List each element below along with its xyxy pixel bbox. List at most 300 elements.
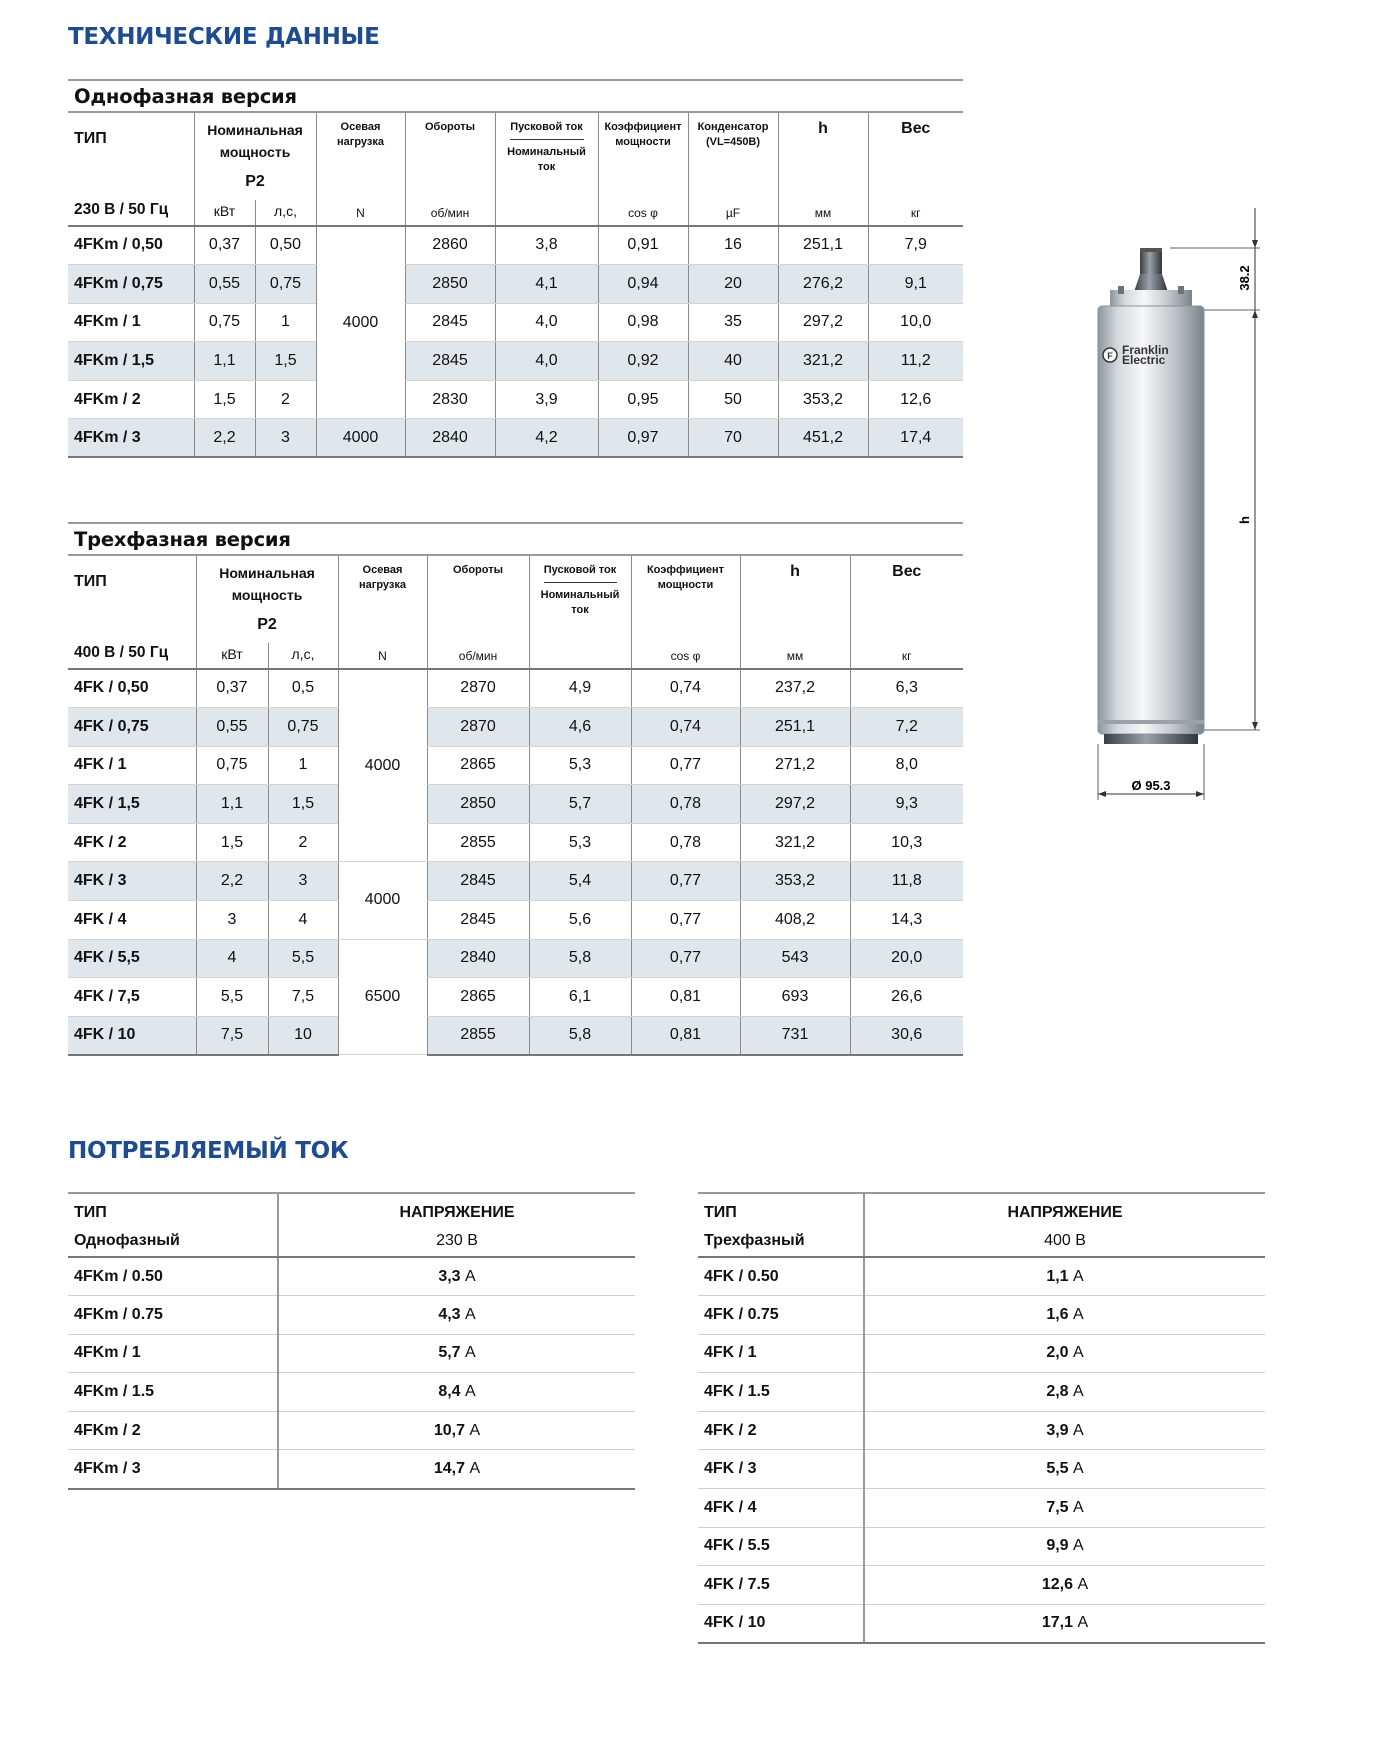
unit-blank: [529, 643, 631, 669]
cell-type: 4FKm / 0.75: [68, 1296, 278, 1335]
cell-type: 4FKm / 1,5: [68, 342, 194, 381]
cell-current: [864, 1334, 1265, 1373]
cell-cos: 0,77: [631, 900, 740, 939]
col-start-top: Пусковой ток: [510, 120, 584, 140]
current-value: 14,7: [433, 1460, 465, 1478]
cell-cos: 0,94: [598, 265, 688, 304]
cell-weight: 10,3: [850, 823, 963, 862]
col-type: ТИП: [68, 555, 196, 643]
cell-rpm: 2865: [427, 978, 529, 1017]
table-row: [68, 708, 963, 747]
col-axial: Осевая нагрузка: [338, 555, 427, 643]
cell-capacitor: 35: [688, 303, 778, 342]
cell-h: 321,2: [778, 342, 868, 381]
three-phase-caption: Трехфазная версия: [74, 528, 291, 551]
cell-rpm: 2845: [427, 900, 529, 939]
current-unit: А: [1073, 1305, 1084, 1323]
cell-start-ratio: 6,1: [529, 978, 631, 1017]
cell-capacitor: 20: [688, 265, 778, 304]
table-row: [68, 1450, 635, 1489]
cell-weight: 14,3: [850, 900, 963, 939]
table-row: [68, 1016, 963, 1055]
cell-rpm: 2870: [427, 708, 529, 747]
current-unit: А: [1077, 1576, 1089, 1594]
table-row: [68, 746, 963, 785]
cell-current: [864, 1489, 1265, 1528]
unit-blank: [495, 200, 598, 226]
col-cos: Коэффициент мощности: [631, 555, 740, 643]
cell-kw: 2,2: [194, 419, 255, 458]
cell-type: 4FKm / 1: [68, 303, 194, 342]
table-row: [698, 1604, 1265, 1643]
cell-h: 353,2: [740, 862, 850, 901]
cell-rpm: 2830: [405, 380, 495, 419]
unit-mm: мм: [740, 643, 850, 669]
cell-kw: 1,5: [196, 823, 268, 862]
col-type: ТИП: [68, 112, 194, 200]
cell-kw: 0,75: [194, 303, 255, 342]
cell-current: [278, 1373, 635, 1412]
unit-n: N: [338, 643, 427, 669]
current-value: 5,7: [438, 1344, 461, 1362]
table-row: [68, 303, 963, 342]
cell-start-ratio: 5,3: [529, 746, 631, 785]
cell-kw: 0,37: [194, 226, 255, 265]
cell-type: 4FK / 10: [698, 1604, 864, 1643]
table-row: [698, 1296, 1265, 1335]
motor-base: [1104, 734, 1198, 744]
unit-kg: кг: [868, 200, 963, 226]
cell-cos: 0,97: [598, 419, 688, 458]
cell-rpm: 2845: [427, 862, 529, 901]
cell-h: 276,2: [778, 265, 868, 304]
col-start-ratio: [529, 555, 631, 643]
current-value: 7,5: [1046, 1498, 1069, 1516]
current-value: 12,6: [1041, 1576, 1073, 1594]
current-value: 3,9: [1046, 1421, 1069, 1439]
cell-hp: 7,5: [268, 978, 338, 1017]
cell-start-ratio: 5,6: [529, 900, 631, 939]
table-row: [68, 669, 963, 708]
table-row: [68, 419, 963, 458]
arrow-d-right: [1196, 791, 1204, 797]
cell-type: 4FKm / 2: [68, 380, 194, 419]
cell-cos: 0,98: [598, 303, 688, 342]
cell-h: 408,2: [740, 900, 850, 939]
cell-h: 251,1: [740, 708, 850, 747]
cell-kw: 7,5: [196, 1016, 268, 1055]
unit-uf: µF: [688, 200, 778, 226]
cell-kw: 1,1: [194, 342, 255, 381]
cell-start-ratio: 5,8: [529, 939, 631, 978]
cell-weight: 12,6: [868, 380, 963, 419]
col-power-label: Номинальная мощность: [207, 122, 303, 160]
table-row: [68, 900, 963, 939]
current-single-phase: [68, 1192, 635, 1490]
col-power: [194, 112, 316, 200]
cell-kw: 0,37: [196, 669, 268, 708]
table-row: [698, 1411, 1265, 1450]
current-unit: А: [469, 1460, 481, 1478]
col-h: h: [740, 555, 850, 643]
cell-cos: 0,78: [631, 823, 740, 862]
cell-h: 353,2: [778, 380, 868, 419]
cell-cos: 0,77: [631, 939, 740, 978]
brand-logo-letter: F: [1107, 351, 1113, 361]
cur-volt: 400 В: [864, 1225, 1265, 1257]
current-value: 8,4: [438, 1383, 461, 1401]
table-row: [68, 226, 963, 265]
cell-type: 4FK / 1,5: [68, 785, 196, 824]
col-capacitor: Конденсатор (VL=450В): [688, 112, 778, 200]
cell-kw: 0,55: [196, 708, 268, 747]
cur-col-volt: НАПРЯЖЕНИЕ: [1007, 1204, 1123, 1221]
cell-type: 4FKm / 0.50: [68, 1257, 278, 1296]
table-row: [68, 785, 963, 824]
cur-col-volt: НАПРЯЖЕНИЕ: [399, 1204, 515, 1221]
cell-current: [864, 1411, 1265, 1450]
cell-rpm: 2860: [405, 226, 495, 265]
cell-h: 297,2: [740, 785, 850, 824]
cell-hp: 2: [268, 823, 338, 862]
cell-h: 297,2: [778, 303, 868, 342]
cell-start-ratio: 4,2: [495, 419, 598, 458]
table-row: [68, 342, 963, 381]
cell-type: 4FKm / 3: [68, 1450, 278, 1489]
cell-type: 4FK / 5.5: [698, 1527, 864, 1566]
cell-axial: 4000: [338, 862, 427, 939]
cell-type: 4FKm / 1: [68, 1334, 278, 1373]
unit-kw: кВт: [196, 643, 268, 669]
cell-rpm: 2865: [427, 746, 529, 785]
cell-cos: 0,77: [631, 862, 740, 901]
arrow-1: [1252, 240, 1258, 248]
cell-start-ratio: 4,6: [529, 708, 631, 747]
current-single-table: [68, 1192, 635, 1490]
cell-weight: 10,0: [868, 303, 963, 342]
unit-kw: кВт: [194, 200, 255, 226]
current-value: 2,0: [1046, 1344, 1069, 1362]
cell-start-ratio: 4,1: [495, 265, 598, 304]
table-row: [68, 380, 963, 419]
cell-rpm: 2840: [427, 939, 529, 978]
arrow-3: [1252, 722, 1258, 730]
unit-n: N: [316, 200, 405, 226]
table-row: [698, 1566, 1265, 1605]
three-phase-table: [68, 554, 963, 1056]
table-row: [698, 1373, 1265, 1412]
cell-weight: 20,0: [850, 939, 963, 978]
cell-current: [864, 1450, 1265, 1489]
col-start-ratio: [495, 112, 598, 200]
cur-col-type: ТИП: [68, 1193, 278, 1225]
unit-type: 230 В / 50 Гц: [68, 200, 194, 226]
cell-cos: 0,91: [598, 226, 688, 265]
table-row: [68, 939, 963, 978]
cell-type: 4FK / 0,75: [68, 708, 196, 747]
cell-weight: 7,2: [850, 708, 963, 747]
motor-drawing: [1070, 200, 1270, 810]
col-h: h: [778, 112, 868, 200]
cell-type: 4FK / 3: [698, 1450, 864, 1489]
table-row: [68, 1373, 635, 1412]
cell-start-ratio: 4,9: [529, 669, 631, 708]
cell-rpm: 2870: [427, 669, 529, 708]
cell-kw: 2,2: [196, 862, 268, 901]
current-unit: А: [469, 1421, 481, 1439]
cell-type: 4FK / 0.50: [698, 1257, 864, 1296]
current-value: 10,7: [433, 1421, 465, 1439]
col-p2: P2: [257, 616, 277, 634]
col-start-bot: Номинальный ток: [507, 145, 586, 173]
dim-d-label: Ø 95.3: [1131, 778, 1171, 793]
cur-col-type: ТИП: [698, 1193, 864, 1225]
current-unit: А: [465, 1305, 476, 1323]
current-unit: А: [1073, 1421, 1084, 1439]
cell-type: 4FK / 0,50: [68, 669, 196, 708]
cell-start-ratio: 3,9: [495, 380, 598, 419]
cell-hp: 1: [255, 303, 316, 342]
cell-type: 4FK / 10: [68, 1016, 196, 1055]
col-axial: Осевая нагрузка: [316, 112, 405, 200]
table-row: [698, 1257, 1265, 1296]
current-unit: А: [1073, 1383, 1084, 1401]
cell-h: 693: [740, 978, 850, 1017]
cell-current: [278, 1450, 635, 1489]
cell-hp: 1,5: [268, 785, 338, 824]
cell-cos: 0,74: [631, 669, 740, 708]
cell-cos: 0,77: [631, 746, 740, 785]
current-value: 9,9: [1046, 1537, 1069, 1555]
cell-start-ratio: 5,3: [529, 823, 631, 862]
motor-neck: [1134, 274, 1168, 292]
single-phase-table: [68, 111, 963, 458]
cell-cos: 0,74: [631, 708, 740, 747]
cell-hp: 10: [268, 1016, 338, 1055]
cell-h: 251,1: [778, 226, 868, 265]
shaft-top: [1140, 248, 1162, 252]
cell-capacitor: 16: [688, 226, 778, 265]
cell-hp: 0,50: [255, 226, 316, 265]
cell-rpm: 2850: [405, 265, 495, 304]
table-row: [698, 1489, 1265, 1528]
current-value: 1,6: [1046, 1305, 1069, 1323]
current-unit: А: [1077, 1614, 1089, 1632]
cell-type: 4FKm / 0,50: [68, 226, 194, 265]
table-row: [68, 1334, 635, 1373]
unit-rpm: об/мин: [405, 200, 495, 226]
cell-type: 4FKm / 0,75: [68, 265, 194, 304]
col-weight: Вес: [850, 555, 963, 643]
table-row: [698, 1527, 1265, 1566]
stud-left: [1118, 286, 1124, 294]
cell-type: 4FK / 0.75: [698, 1296, 864, 1335]
table-row: [68, 862, 963, 901]
current-value: 4,3: [438, 1305, 461, 1323]
current-unit: А: [1073, 1498, 1084, 1516]
cell-cos: 0,78: [631, 785, 740, 824]
body-seam: [1098, 720, 1204, 724]
motor-body: [1098, 306, 1204, 734]
cell-rpm: 2855: [427, 1016, 529, 1055]
cell-weight: 17,4: [868, 419, 963, 458]
cell-weight: 11,8: [850, 862, 963, 901]
col-start-top: Пусковой ток: [544, 563, 617, 583]
current-unit: А: [1073, 1267, 1084, 1285]
cell-type: 4FK / 1: [68, 746, 196, 785]
cell-weight: 7,9: [868, 226, 963, 265]
cell-type: 4FK / 5,5: [68, 939, 196, 978]
cell-start-ratio: 4,0: [495, 303, 598, 342]
cell-type: 4FK / 3: [68, 862, 196, 901]
cell-current: [278, 1296, 635, 1335]
cell-weight: 11,2: [868, 342, 963, 381]
cell-cos: 0,92: [598, 342, 688, 381]
cell-hp: 3: [268, 862, 338, 901]
cell-type: 4FKm / 3: [68, 419, 194, 458]
cell-weight: 8,0: [850, 746, 963, 785]
cell-h: 237,2: [740, 669, 850, 708]
cell-cos: 0,81: [631, 978, 740, 1017]
cur-volt: 230 В: [278, 1225, 635, 1257]
current-value: 1,1: [1046, 1267, 1069, 1285]
unit-mm: мм: [778, 200, 868, 226]
unit-hp: л,с,: [268, 643, 338, 669]
cell-capacitor: 70: [688, 419, 778, 458]
cell-hp: 0,5: [268, 669, 338, 708]
cur-phase: Однофазный: [68, 1225, 278, 1257]
cell-cos: 0,95: [598, 380, 688, 419]
col-cos: Коэффициент мощности: [598, 112, 688, 200]
stud-right: [1178, 286, 1184, 294]
cell-type: 4FK / 7.5: [698, 1566, 864, 1605]
page-title: ТЕХНИЧЕСКИЕ ДАННЫЕ: [68, 24, 380, 50]
cell-current: [864, 1527, 1265, 1566]
unit-kg: кг: [850, 643, 963, 669]
cell-rpm: 2840: [405, 419, 495, 458]
cell-kw: 4: [196, 939, 268, 978]
dim-h-label: h: [1237, 516, 1252, 524]
cell-type: 4FKm / 1.5: [68, 1373, 278, 1412]
unit-cos: cos φ: [598, 200, 688, 226]
dim-top-label: 38.2: [1237, 265, 1252, 291]
current-unit: А: [1073, 1537, 1084, 1555]
cell-h: 731: [740, 1016, 850, 1055]
cell-type: 4FK / 4: [698, 1489, 864, 1528]
cur-phase: Трехфазный: [698, 1225, 864, 1257]
cell-kw: 1,1: [196, 785, 268, 824]
current-three-phase: [698, 1192, 1265, 1644]
arrow-d-left: [1098, 791, 1106, 797]
cell-hp: 1: [268, 746, 338, 785]
cell-type: 4FK / 7,5: [68, 978, 196, 1017]
cell-rpm: 2850: [427, 785, 529, 824]
table-row: [68, 823, 963, 862]
cell-weight: 9,3: [850, 785, 963, 824]
cell-hp: 0,75: [255, 265, 316, 304]
cell-kw: 1,5: [194, 380, 255, 419]
cell-axial: 4000: [316, 226, 405, 419]
table-row: [68, 1257, 635, 1296]
col-power: [196, 555, 338, 643]
cell-type: 4FK / 1.5: [698, 1373, 864, 1412]
cell-axial: 4000: [338, 669, 427, 862]
cell-hp: 2: [255, 380, 316, 419]
current-unit: А: [465, 1344, 476, 1362]
cell-rpm: 2845: [405, 342, 495, 381]
cell-weight: 30,6: [850, 1016, 963, 1055]
cell-start-ratio: 5,4: [529, 862, 631, 901]
col-start-bot: Номинальный ток: [540, 588, 620, 616]
cell-hp: 4: [268, 900, 338, 939]
cell-kw: 3: [196, 900, 268, 939]
cell-axial: 4000: [316, 419, 405, 458]
cell-type: 4FK / 1: [698, 1334, 864, 1373]
cell-cos: 0,81: [631, 1016, 740, 1055]
current-unit: А: [465, 1267, 476, 1285]
cell-current: [864, 1296, 1265, 1335]
cell-current: [864, 1566, 1265, 1605]
cell-axial: 6500: [338, 939, 427, 1055]
unit-rpm: об/мин: [427, 643, 529, 669]
cell-hp: 5,5: [268, 939, 338, 978]
cell-h: 451,2: [778, 419, 868, 458]
cell-capacitor: 40: [688, 342, 778, 381]
cell-kw: 5,5: [196, 978, 268, 1017]
col-weight: Вес: [868, 112, 963, 200]
col-p2: P2: [245, 173, 265, 191]
cell-hp: 0,75: [268, 708, 338, 747]
brand-name-2: Electric: [1122, 353, 1166, 367]
table-row: [68, 1296, 635, 1335]
table-row: [68, 265, 963, 304]
cell-capacitor: 50: [688, 380, 778, 419]
cell-h: 543: [740, 939, 850, 978]
cell-rpm: 2855: [427, 823, 529, 862]
cell-start-ratio: 3,8: [495, 226, 598, 265]
col-rpm: Обороты: [427, 555, 529, 643]
unit-type: 400 В / 50 Гц: [68, 643, 196, 669]
table-row: [68, 1411, 635, 1450]
brand-name-1: Franklin: [1122, 343, 1169, 357]
cell-current: [864, 1257, 1265, 1296]
cell-current: [864, 1373, 1265, 1412]
cell-type: 4FKm / 2: [68, 1411, 278, 1450]
cell-type: 4FK / 4: [68, 900, 196, 939]
cell-type: 4FK / 2: [68, 823, 196, 862]
cell-current: [278, 1411, 635, 1450]
single-phase-caption: Однофазная версия: [74, 85, 297, 108]
cell-start-ratio: 4,0: [495, 342, 598, 381]
cell-current: [278, 1334, 635, 1373]
current-unit: А: [1073, 1344, 1084, 1362]
current-value: 17,1: [1041, 1614, 1073, 1632]
current-title: ПОТРЕБЛЯЕМЫЙ ТОК: [68, 1138, 349, 1164]
table-row: [698, 1450, 1265, 1489]
cell-weight: 6,3: [850, 669, 963, 708]
cell-kw: 0,75: [196, 746, 268, 785]
cell-current: [864, 1604, 1265, 1643]
current-value: 3,3: [438, 1267, 461, 1285]
cell-weight: 26,6: [850, 978, 963, 1017]
table-row: [68, 978, 963, 1017]
current-value: 5,5: [1046, 1460, 1069, 1478]
cell-type: 4FK / 2: [698, 1411, 864, 1450]
cell-current: [278, 1257, 635, 1296]
current-unit: А: [465, 1383, 476, 1401]
cell-hp: 3: [255, 419, 316, 458]
cell-h: 271,2: [740, 746, 850, 785]
